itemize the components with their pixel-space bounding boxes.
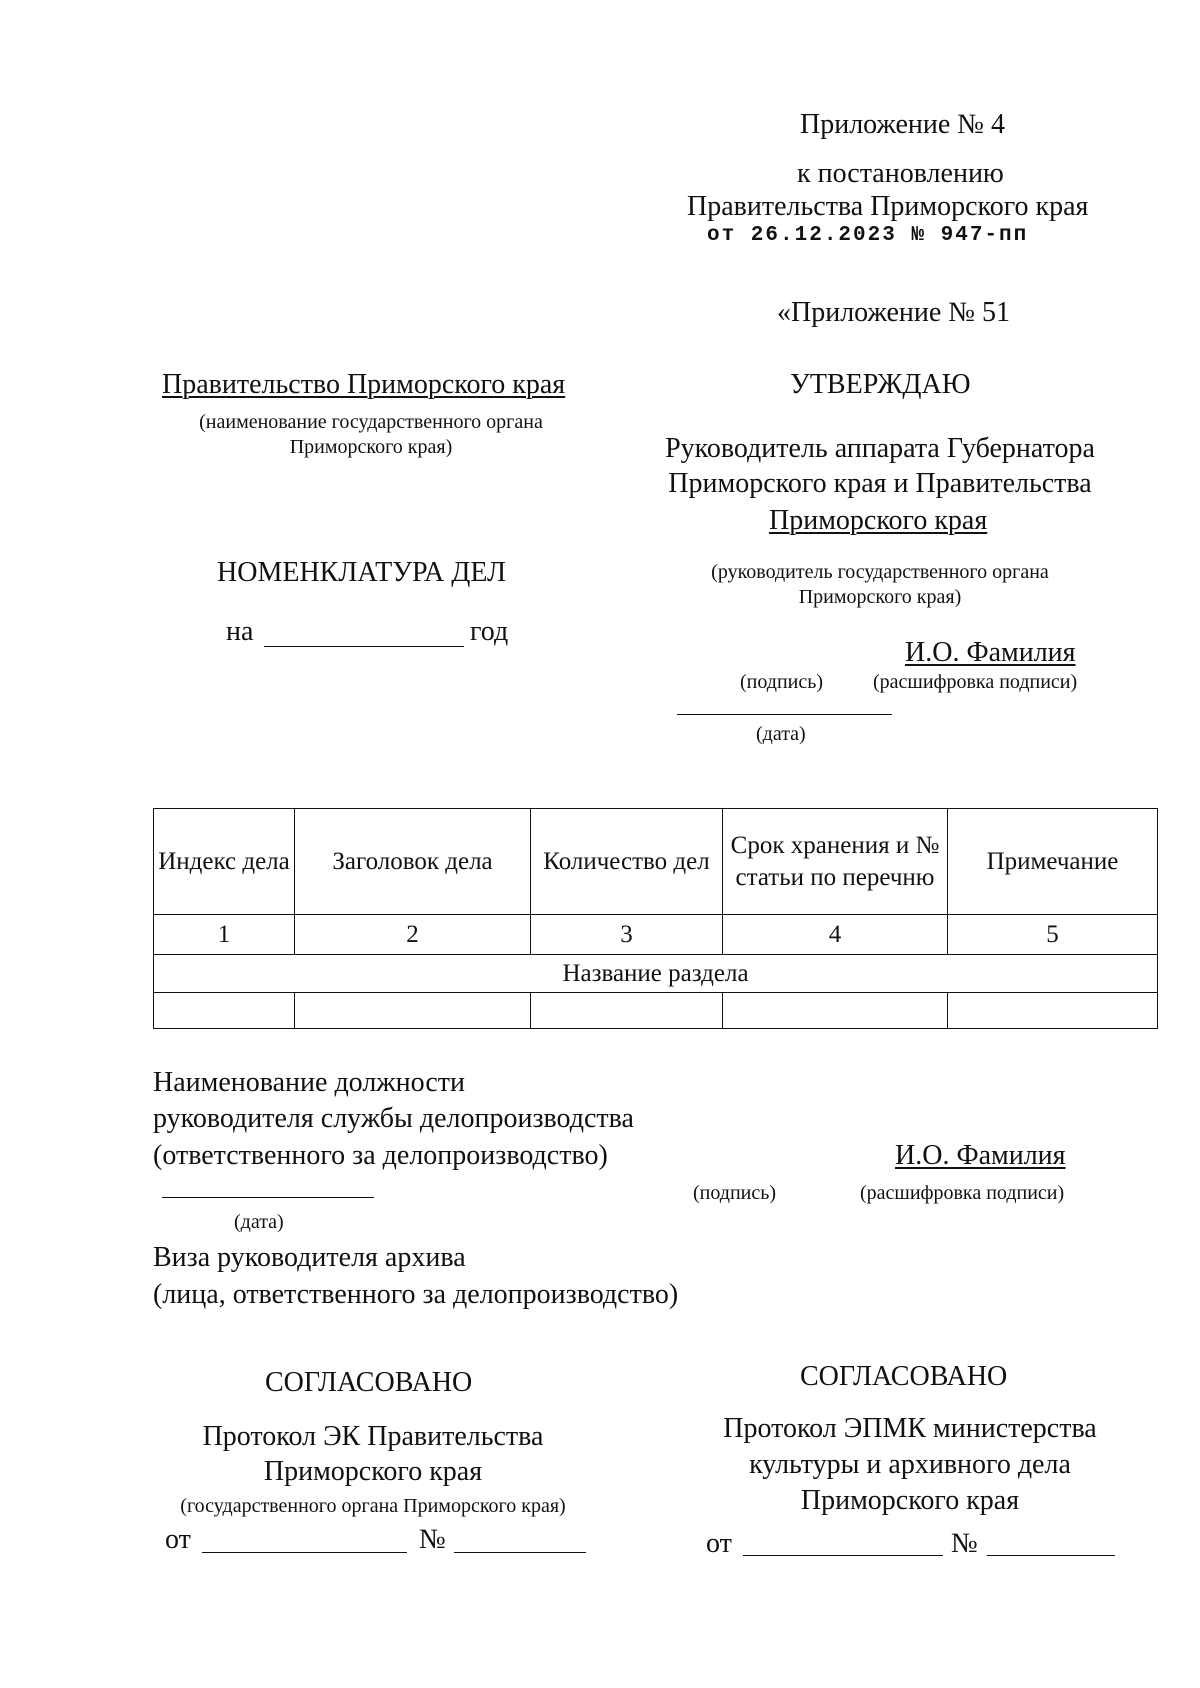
agreed-left-number-label: № <box>419 1524 446 1555</box>
to-decree-label: к постановлению <box>797 158 1004 189</box>
agreed-left-date-line <box>202 1552 407 1553</box>
column-number: 5 <box>948 915 1158 955</box>
footer-date-line <box>162 1197 374 1198</box>
appendix-title: Приложение № 4 <box>800 109 1005 140</box>
agreed-right-from-label: от <box>706 1528 732 1559</box>
agreed-right-line1: Протокол ЭПМК министерства <box>723 1413 1097 1444</box>
column-number: 2 <box>295 915 531 955</box>
header-index: Индекс дела <box>154 809 295 915</box>
agreed-right-date-line <box>743 1555 943 1556</box>
approver-signer: И.О. Фамилия <box>905 637 1076 668</box>
footer-signature-label: (подпись) <box>693 1182 777 1204</box>
approver-line1: Руководитель аппарата Губернатора <box>665 433 1095 464</box>
footer-date-label: (дата) <box>234 1211 284 1233</box>
government-label: Правительства Приморского края <box>687 191 1089 222</box>
agreed-right-title: СОГЛАСОВАНО <box>800 1361 1008 1392</box>
appendix-51-label: «Приложение № 51 <box>777 297 1010 328</box>
agreed-left-caption: (государственного органа Приморского края) <box>180 1495 566 1517</box>
agreed-left-title: СОГЛАСОВАНО <box>265 1367 473 1398</box>
approver-signature-label: (подпись) <box>740 671 824 693</box>
table-number-row <box>154 915 1158 955</box>
year-suffix: год <box>470 616 509 647</box>
footer-signer: И.О. Фамилия <box>895 1140 1066 1171</box>
decree-stamp: от 26.12.2023 № 947-пп <box>707 224 1029 247</box>
org-name: Правительство Приморского края <box>162 369 566 400</box>
visa-line1: Виза руководителя архива <box>153 1242 466 1273</box>
agreed-right-line2: культуры и архивного дела <box>749 1449 1071 1480</box>
approval-title: УТВЕРЖДАЮ <box>790 369 971 400</box>
agreed-left-from-label: от <box>165 1524 191 1555</box>
visa-line2: (лица, ответственного за делопроизводство) <box>153 1279 679 1310</box>
agreed-left-line1: Протокол ЭК Правительства <box>202 1421 544 1452</box>
section-name: Название раздела <box>154 955 1158 993</box>
empty-cell <box>723 993 948 1029</box>
empty-cell <box>948 993 1158 1029</box>
agreed-right-number-label: № <box>951 1528 978 1559</box>
header-count: Количество дел <box>531 809 723 915</box>
empty-cell <box>154 993 295 1029</box>
header-title: Заголовок дела <box>295 809 531 915</box>
position-line1: Наименование должности <box>153 1067 465 1098</box>
agreed-right-number-line <box>987 1555 1115 1556</box>
approval-date-line <box>677 714 892 715</box>
agreed-left-line2: Приморского края <box>263 1456 483 1487</box>
agreed-left-number-line <box>454 1552 586 1553</box>
table-row <box>154 993 1158 1029</box>
position-line2: руководителя службы делопроизводства <box>153 1103 634 1134</box>
empty-cell <box>295 993 531 1029</box>
agreed-right-line3: Приморского края <box>800 1485 1020 1516</box>
header-retention: Срок хранения и № статьи по перечню <box>723 809 948 915</box>
header-note: Примечание <box>948 809 1158 915</box>
column-number: 3 <box>531 915 723 955</box>
document-title: НОМЕНКЛАТУРА ДЕЛ <box>217 557 507 588</box>
approval-date-label: (дата) <box>756 723 806 745</box>
column-number: 4 <box>723 915 948 955</box>
position-line3: (ответственного за делопроизводство) <box>153 1140 608 1171</box>
approver-line2: Приморского края и Правительства <box>668 468 1092 499</box>
approver-caption: (руководитель государственного органа Приморского края) <box>711 561 1049 608</box>
year-blank-line <box>264 646 464 647</box>
org-caption: (наименование государственного органа Приморского края) <box>199 411 543 458</box>
nomenclature-table <box>153 808 1158 1029</box>
table-section-row <box>154 955 1158 993</box>
footer-decode-label: (расшифровка подписи) <box>860 1182 1065 1204</box>
table-header-row <box>154 809 1158 915</box>
column-number: 1 <box>154 915 295 955</box>
approver-decode-label: (расшифровка подписи) <box>873 671 1078 693</box>
year-prefix: на <box>226 616 254 647</box>
approver-line3: Приморского края <box>769 505 988 536</box>
empty-cell <box>531 993 723 1029</box>
